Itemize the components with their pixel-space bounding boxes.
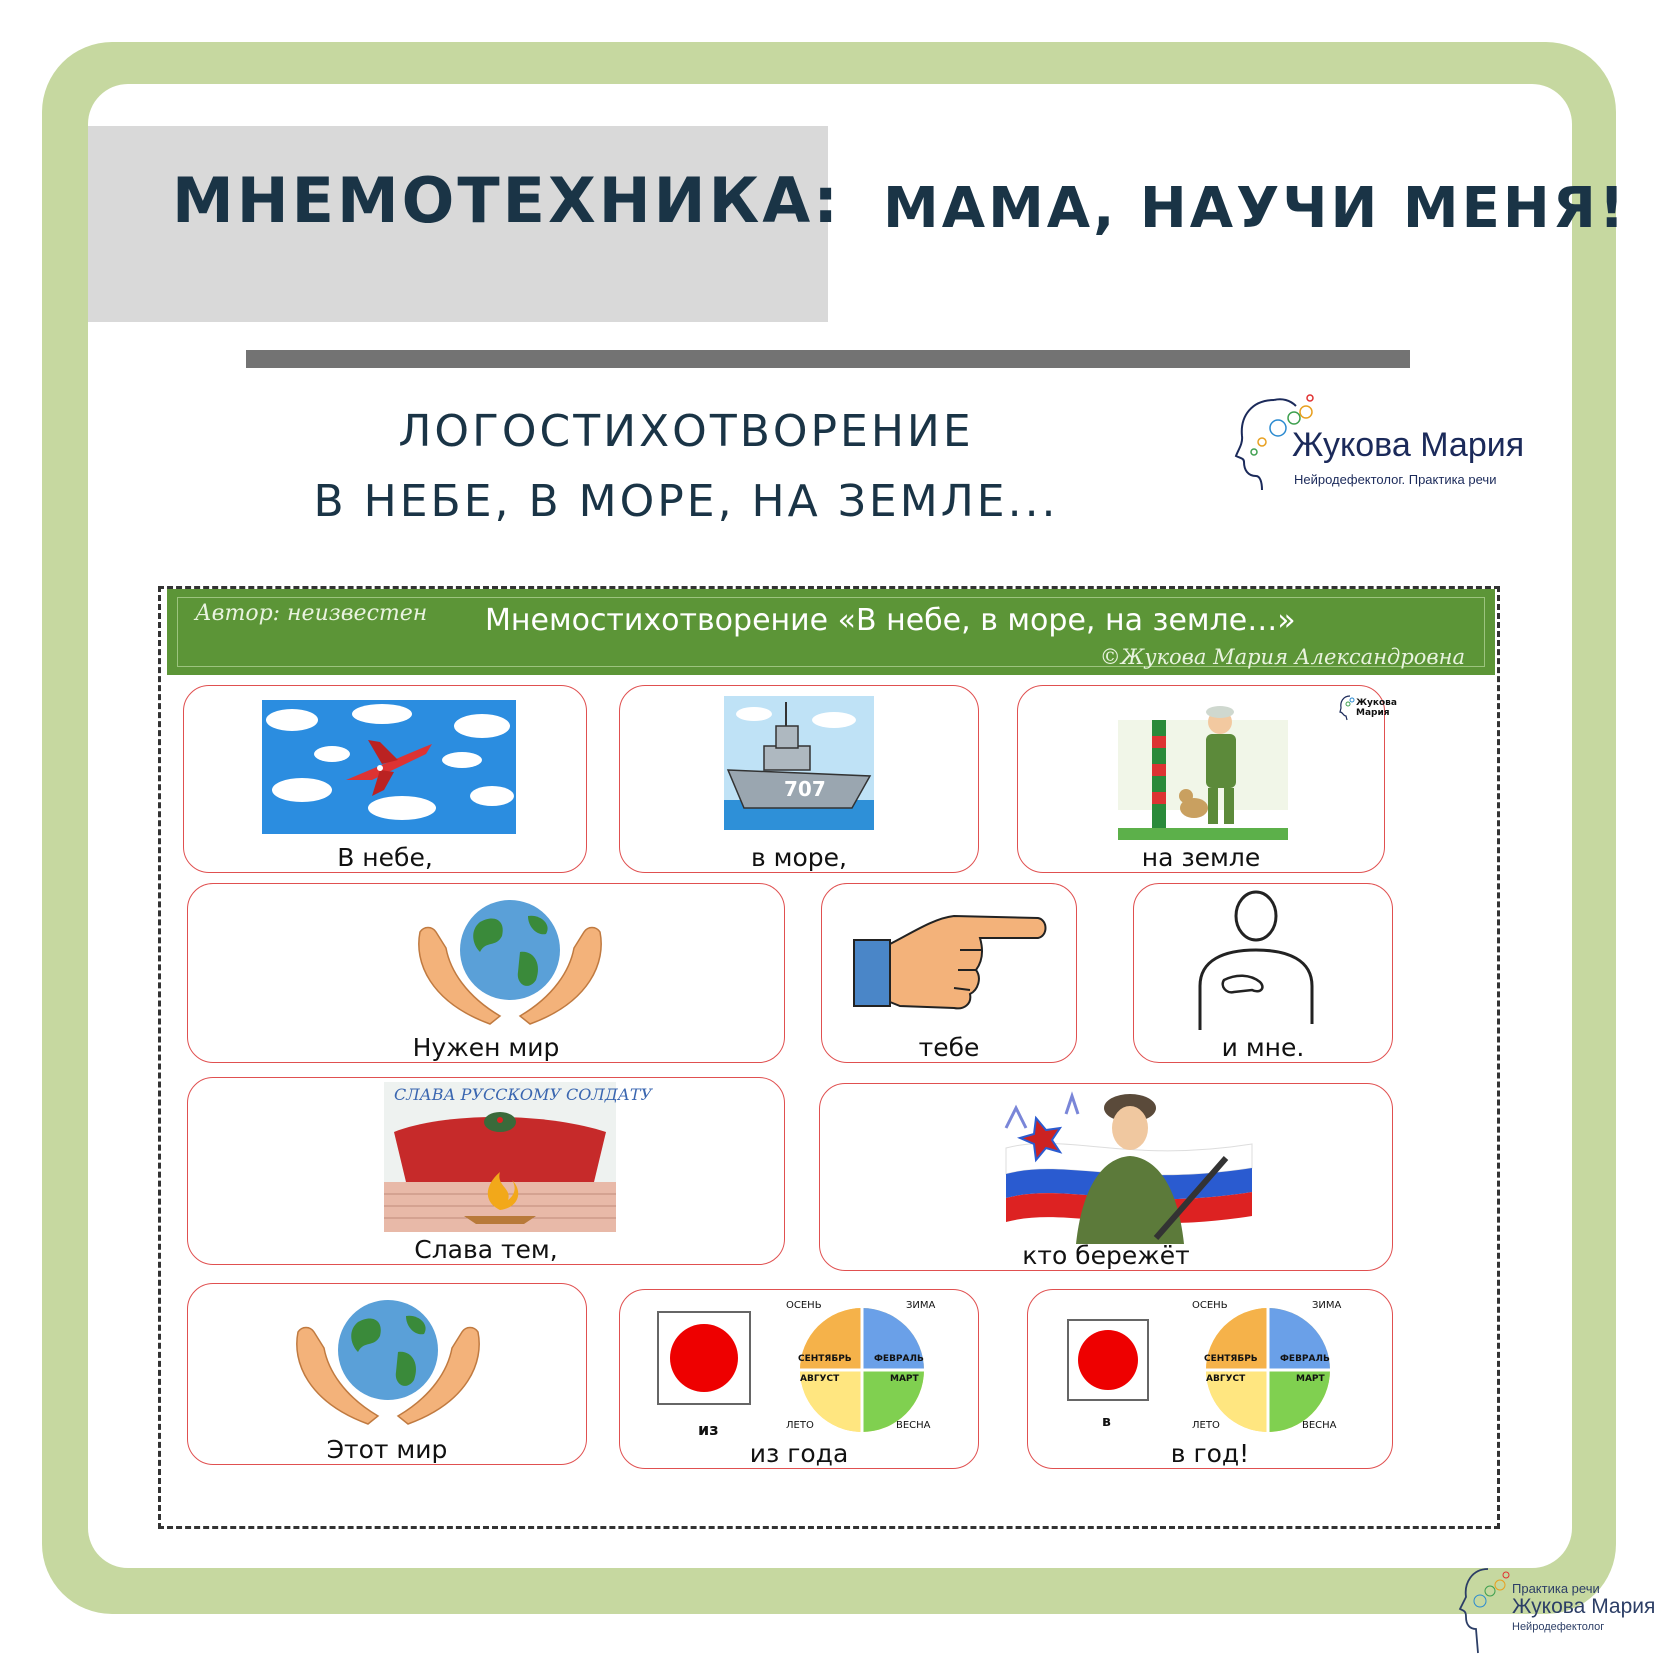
card-caption: на земле (1141, 843, 1261, 872)
hands-globe-icon (288, 1292, 488, 1438)
year-wheel-icon (1192, 1298, 1344, 1434)
eternal-flame-icon (384, 1082, 653, 1232)
corner-logo (1458, 1563, 1654, 1654)
month-label: СЕНТЯБРЬ (798, 1354, 852, 1364)
card-sea (619, 685, 979, 873)
season-winter: ЗИМА (906, 1300, 936, 1311)
worksheet-title: Мнемостихотворение «В небе, в море, на земле…» (485, 603, 1296, 638)
card-peace (187, 883, 785, 1063)
season-spring: ВЕСНА (896, 1420, 931, 1431)
season-autumn: ОСЕНЬ (1192, 1300, 1228, 1311)
logo-name: Жукова Мария (1292, 426, 1525, 464)
small-word: в (1102, 1414, 1111, 1430)
head-profile-icon (1340, 694, 1356, 720)
divider (246, 350, 1410, 368)
month-label: СЕНТЯБРЬ (1204, 1354, 1258, 1364)
card-caption: кто бережёт (1022, 1241, 1190, 1270)
card-caption: В небе, (337, 843, 433, 872)
corner-logo-line3: Нейродефектолог (1512, 1621, 1605, 1633)
small-word: из (698, 1420, 719, 1439)
card-caption: Слава тем, (414, 1235, 558, 1264)
month-label: ФЕВРАЛЬ (874, 1354, 924, 1364)
card-caption: Этот мир (326, 1435, 448, 1464)
corner-logo-line1: Практика речи (1512, 1581, 1600, 1596)
card-you (821, 883, 1077, 1063)
month-label: ФЕВРАЛЬ (1280, 1354, 1330, 1364)
card-from-year (619, 1289, 979, 1469)
month-label: АВГУСТ (1206, 1374, 1246, 1384)
month-label: АВГУСТ (800, 1374, 840, 1384)
person-self-icon (1194, 890, 1324, 1030)
card-caption: из года (749, 1439, 849, 1468)
head-profile-icon (1458, 1563, 1514, 1653)
hands-globe-icon (410, 892, 610, 1038)
card-this-world (187, 1283, 587, 1465)
card-defender (819, 1083, 1393, 1271)
subtitle-line-2: В НЕБЕ, В МОРЕ, НА ЗЕМЛЕ... (313, 476, 1059, 527)
author-label: Автор: неизвестен (195, 601, 428, 626)
season-summer: ЛЕТО (1192, 1420, 1220, 1431)
season-autumn: ОСЕНЬ (786, 1300, 822, 1311)
page-title: МНЕМОТЕХНИКА: (172, 164, 842, 237)
card-glory (187, 1077, 785, 1265)
card-sky (183, 685, 587, 873)
worksheet-banner (167, 589, 1495, 675)
card-me (1133, 883, 1393, 1063)
corner-logo-line2: Жукова Мария (1512, 1595, 1655, 1618)
border-guard-soldier-icon (1118, 700, 1288, 840)
month-label: МАРТ (890, 1374, 919, 1384)
mnemo-worksheet (158, 586, 1500, 1529)
logo-tagline: Нейродефектолог. Практика речи (1294, 472, 1497, 487)
card-caption: Нужен мир (412, 1033, 560, 1062)
copyright-label: ©Жукова Мария Александровна (1099, 645, 1465, 669)
russian-soldier-flag-icon (1006, 1088, 1252, 1244)
fighter-jet-sky-icon (262, 700, 516, 834)
mini-logo: Жукова Мария (1340, 692, 1380, 726)
red-dot-icon (656, 1310, 752, 1406)
card-caption: в год! (1170, 1439, 1250, 1468)
pointing-hand-icon (850, 898, 1054, 1020)
card-caption: и мне. (1221, 1033, 1305, 1062)
subtitle-line-1: ЛОГОСТИХОТВОРЕНИЕ (398, 406, 974, 457)
card-caption: в море, (750, 843, 848, 872)
warship-sea-icon (724, 696, 874, 830)
svg-text:707: 707 (784, 777, 826, 801)
page-slogan: МАМА, НАУЧИ МЕНЯ! (883, 176, 1628, 241)
content-panel (88, 84, 1628, 1568)
season-summer: ЛЕТО (786, 1420, 814, 1431)
red-dot-icon (1066, 1318, 1150, 1402)
season-winter: ЗИМА (1312, 1300, 1342, 1311)
svg-text:СЛАВА РУССКОМУ СОЛДАТУ: СЛАВА РУССКОМУ СОЛДАТУ (394, 1085, 653, 1104)
card-caption: тебе (918, 1033, 980, 1062)
season-spring: ВЕСНА (1302, 1420, 1337, 1431)
card-to-year (1027, 1289, 1393, 1469)
month-label: МАРТ (1296, 1374, 1325, 1384)
card-land (1017, 685, 1397, 873)
brand-logo (1234, 392, 1554, 502)
year-wheel-icon (786, 1298, 938, 1434)
